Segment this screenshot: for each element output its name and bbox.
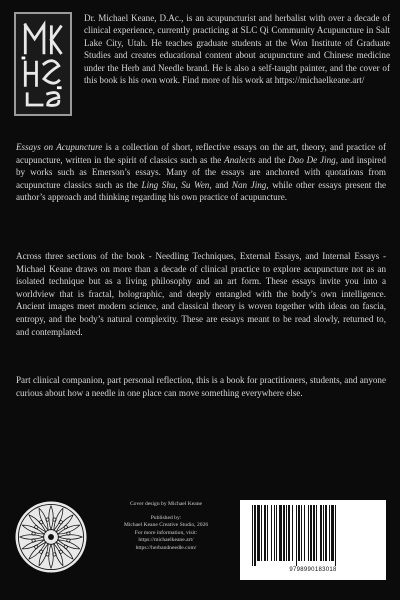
cover-design-credit: Cover design by Michael Keane: [129, 501, 203, 507]
barcode-bar: [283, 505, 285, 561]
publisher-name: Michael Keane Creative Studio, 2026: [123, 522, 209, 529]
italic-title: Su Wen: [181, 179, 210, 190]
logo-glyph: [16, 14, 70, 114]
barcode-bar: [254, 505, 256, 566]
barcode-bar: [298, 505, 300, 561]
isbn-barcode: [240, 500, 386, 580]
italic-title: Nan Jing: [231, 179, 267, 190]
italic-title: Ling Shu: [141, 179, 176, 190]
description-paragraph-1: [16, 141, 386, 204]
barcode-bar: [252, 505, 253, 566]
barcode-bar: [310, 505, 312, 561]
barcode-bar: [257, 505, 260, 561]
barcode-bar: [292, 505, 293, 561]
barcode-icon: [250, 505, 376, 566]
barcode-bar: [304, 505, 305, 561]
description-paragraph-2: Across three sections of the book - Needling Techniques, External Essays, and Internal Essays - Michael Keane draws on more than a decade of clinical practice to explore acupuncture not as an isolated technique but as a living philosophy and an art form. These essays invite you into a worldview that is fractal, holographic, and deeply entangled with the body’s own intelligence. Ancient images meet modern science, and classical theory is woven together with ideas on fascia, entropy, and the body’s natural complexity. These are essays meant to be read slowly, returned to, and contemplated.: [16, 251, 386, 337]
description-paragraph-3: Part clinical companion, part personal reflection, this is a book for practitioners, students, and anyone curious about how a needle in one place can move something everywhere else.: [16, 375, 386, 398]
text-run: and the: [255, 154, 289, 165]
barcode-bar: [267, 505, 268, 561]
isbn-number: 9798990183018: [289, 567, 337, 573]
barcode-bar: [261, 505, 262, 561]
barcode-bar: [276, 505, 277, 561]
author-bio: Dr. Michael Keane, D.Ac., is an acupuncturist and herbalist with over a decade of clinical experience, currently practicing at SLC Qi Community Acupuncture in Salt Lake City, Utah. He teaches graduate students at the Won Institute of Graduate Studies and creates educational content about acupuncture and Chinese medicine under the Herb and Needle brand. He is also a self-taught painter, and the cover of this book is his own work. Find more of his work at https://michaelkeane.art/: [84, 13, 390, 86]
barcode-bar: [335, 505, 336, 566]
barcode-bar: [286, 505, 287, 561]
barcode-bar: [274, 505, 275, 561]
barcode-bar: [279, 505, 282, 561]
barcode-bar: [325, 505, 327, 561]
barcode-bar: [296, 505, 297, 566]
barcode-bar: [331, 505, 334, 561]
author-url: https://michaelkeane.art/: [138, 537, 194, 544]
publication-credits: [110, 501, 222, 553]
text-run: , while other essays present the author’s approach and thinking regarding his own practice of acupuncture.: [16, 179, 387, 203]
italic-title: Dao De Jing: [288, 154, 336, 165]
text-run: ,: [175, 179, 182, 190]
text-run: is a collection of short, reflective essays on the art, theory, and practice of acupuncture, written in the spirit of classics such as the: [16, 142, 386, 165]
barcode-bar: [308, 505, 309, 561]
barcode-bar: [301, 505, 302, 561]
brand-url: https://herbandneedle.com/: [135, 544, 197, 551]
barcode-bar: [320, 505, 322, 561]
barcode-bar: [271, 505, 272, 561]
published-by-label: Published by:: [150, 514, 182, 521]
more-info-label: For more information, visit:: [134, 529, 198, 536]
italic-title: Analects: [224, 154, 256, 165]
mandala-emblem: [14, 500, 88, 574]
book-title: Essays on Acupuncture: [16, 142, 103, 152]
author-logo: [14, 12, 72, 116]
mandala-icon: [14, 500, 88, 574]
text-run: , and: [209, 179, 232, 190]
barcode-bar: [316, 505, 317, 561]
barcode-bar: [329, 505, 330, 561]
barcode-bar: [288, 505, 290, 561]
text-run: , and inspired by works such as Emerson’s essays. Many of the essays are anchored with quotations from acupuncture classics such as the: [16, 154, 387, 190]
barcode-bar: [264, 505, 266, 561]
barcode-bar: [313, 505, 315, 561]
barcode-bar: [323, 505, 324, 561]
